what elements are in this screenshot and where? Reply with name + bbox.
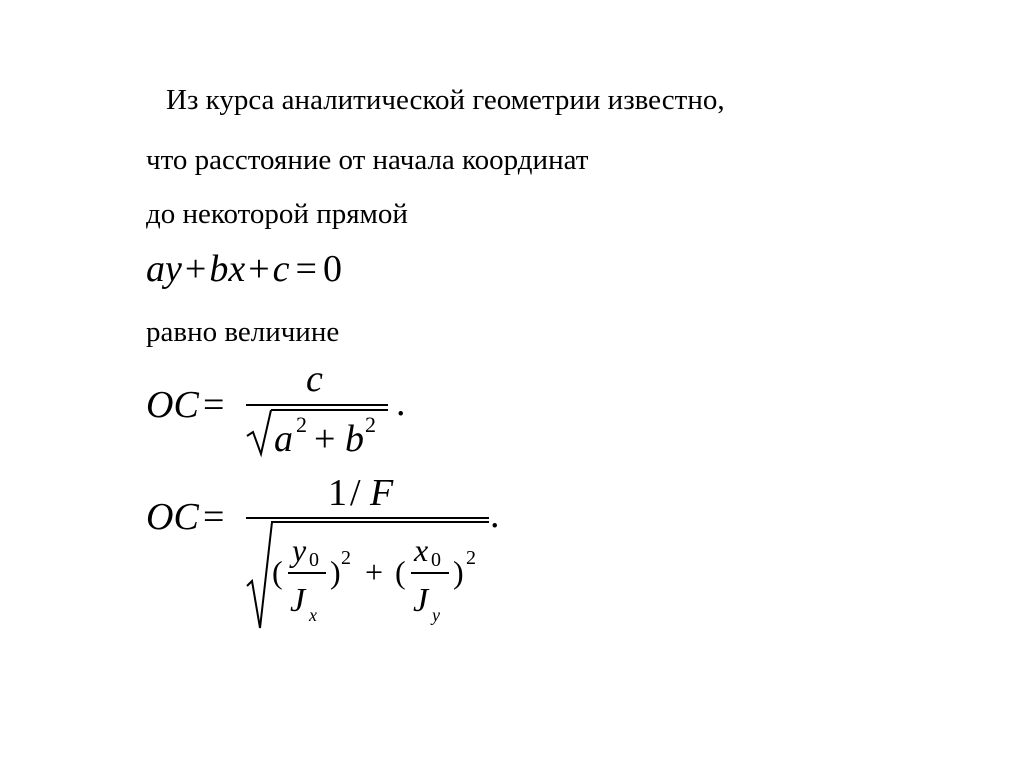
equation-line: [146, 250, 342, 288]
oc1-b-exp: 2: [365, 412, 376, 437]
oc2-rparen-2: ): [453, 554, 464, 590]
oc1-b: b: [345, 418, 364, 460]
oc1-radical-bar: [271, 409, 388, 411]
oc2-num-one: 1: [328, 472, 347, 514]
oc2-lparen-2: (: [395, 554, 406, 590]
oc2-dot: .: [490, 494, 500, 536]
text-line-2: что расстояние от начала координат: [146, 144, 589, 176]
oc1-a-exp: 2: [296, 412, 307, 437]
eq-var-b: b: [209, 248, 229, 290]
oc1-plus: +: [314, 418, 336, 460]
oc2-num-f: F: [370, 472, 394, 514]
oc2-fraction-bar: [246, 517, 489, 519]
eq-var-x: x: [228, 248, 246, 290]
eq-zero: 0: [322, 248, 342, 290]
text-line-4: равно величине: [146, 316, 340, 348]
oc2-radical-bar: [271, 521, 489, 523]
eq-plus-2: +: [248, 248, 270, 290]
oc2-plus: +: [365, 554, 384, 590]
oc2-lparen-1: (: [272, 554, 283, 590]
oc2-exp-2: 2: [466, 547, 476, 569]
eq-var-a: a: [146, 248, 165, 290]
oc2-jy-sub: y: [432, 605, 440, 625]
text-line-1: Из курса аналитической геометрии известно,: [166, 84, 725, 116]
oc2-exp-1: 2: [341, 547, 351, 569]
oc1-numerator: c: [306, 358, 323, 400]
oc2-jy: J: [413, 582, 429, 619]
oc1-equals: =: [203, 384, 225, 426]
oc2-frac-x-bar: [411, 572, 449, 574]
oc2-jx-sub: x: [309, 605, 317, 625]
eq-equals: =: [295, 248, 317, 290]
oc2-x0-sub: 0: [431, 549, 441, 571]
oc2-jx: J: [290, 582, 306, 619]
oc1-radical-icon: [246, 408, 276, 458]
oc1-dot: .: [396, 382, 406, 424]
eq-var-c: c: [272, 248, 290, 290]
oc2-lhs: OC: [146, 496, 199, 538]
oc2-equals: =: [203, 496, 225, 538]
text-line-3: до некоторой прямой: [146, 198, 408, 230]
eq-var-y: y: [165, 248, 182, 290]
oc2-y0-sub: 0: [309, 549, 319, 571]
oc2-x0: x: [414, 532, 429, 568]
eq-plus-1: +: [184, 248, 207, 290]
oc2-num-slash: /: [350, 472, 361, 514]
oc1-fraction-bar: [246, 404, 388, 406]
oc2-frac-y-bar: [288, 572, 326, 574]
oc2-rparen-1: ): [330, 554, 341, 590]
oc1-lhs: OC: [146, 384, 199, 426]
oc1-a: a: [274, 418, 293, 460]
oc2-y0: y: [292, 532, 307, 568]
